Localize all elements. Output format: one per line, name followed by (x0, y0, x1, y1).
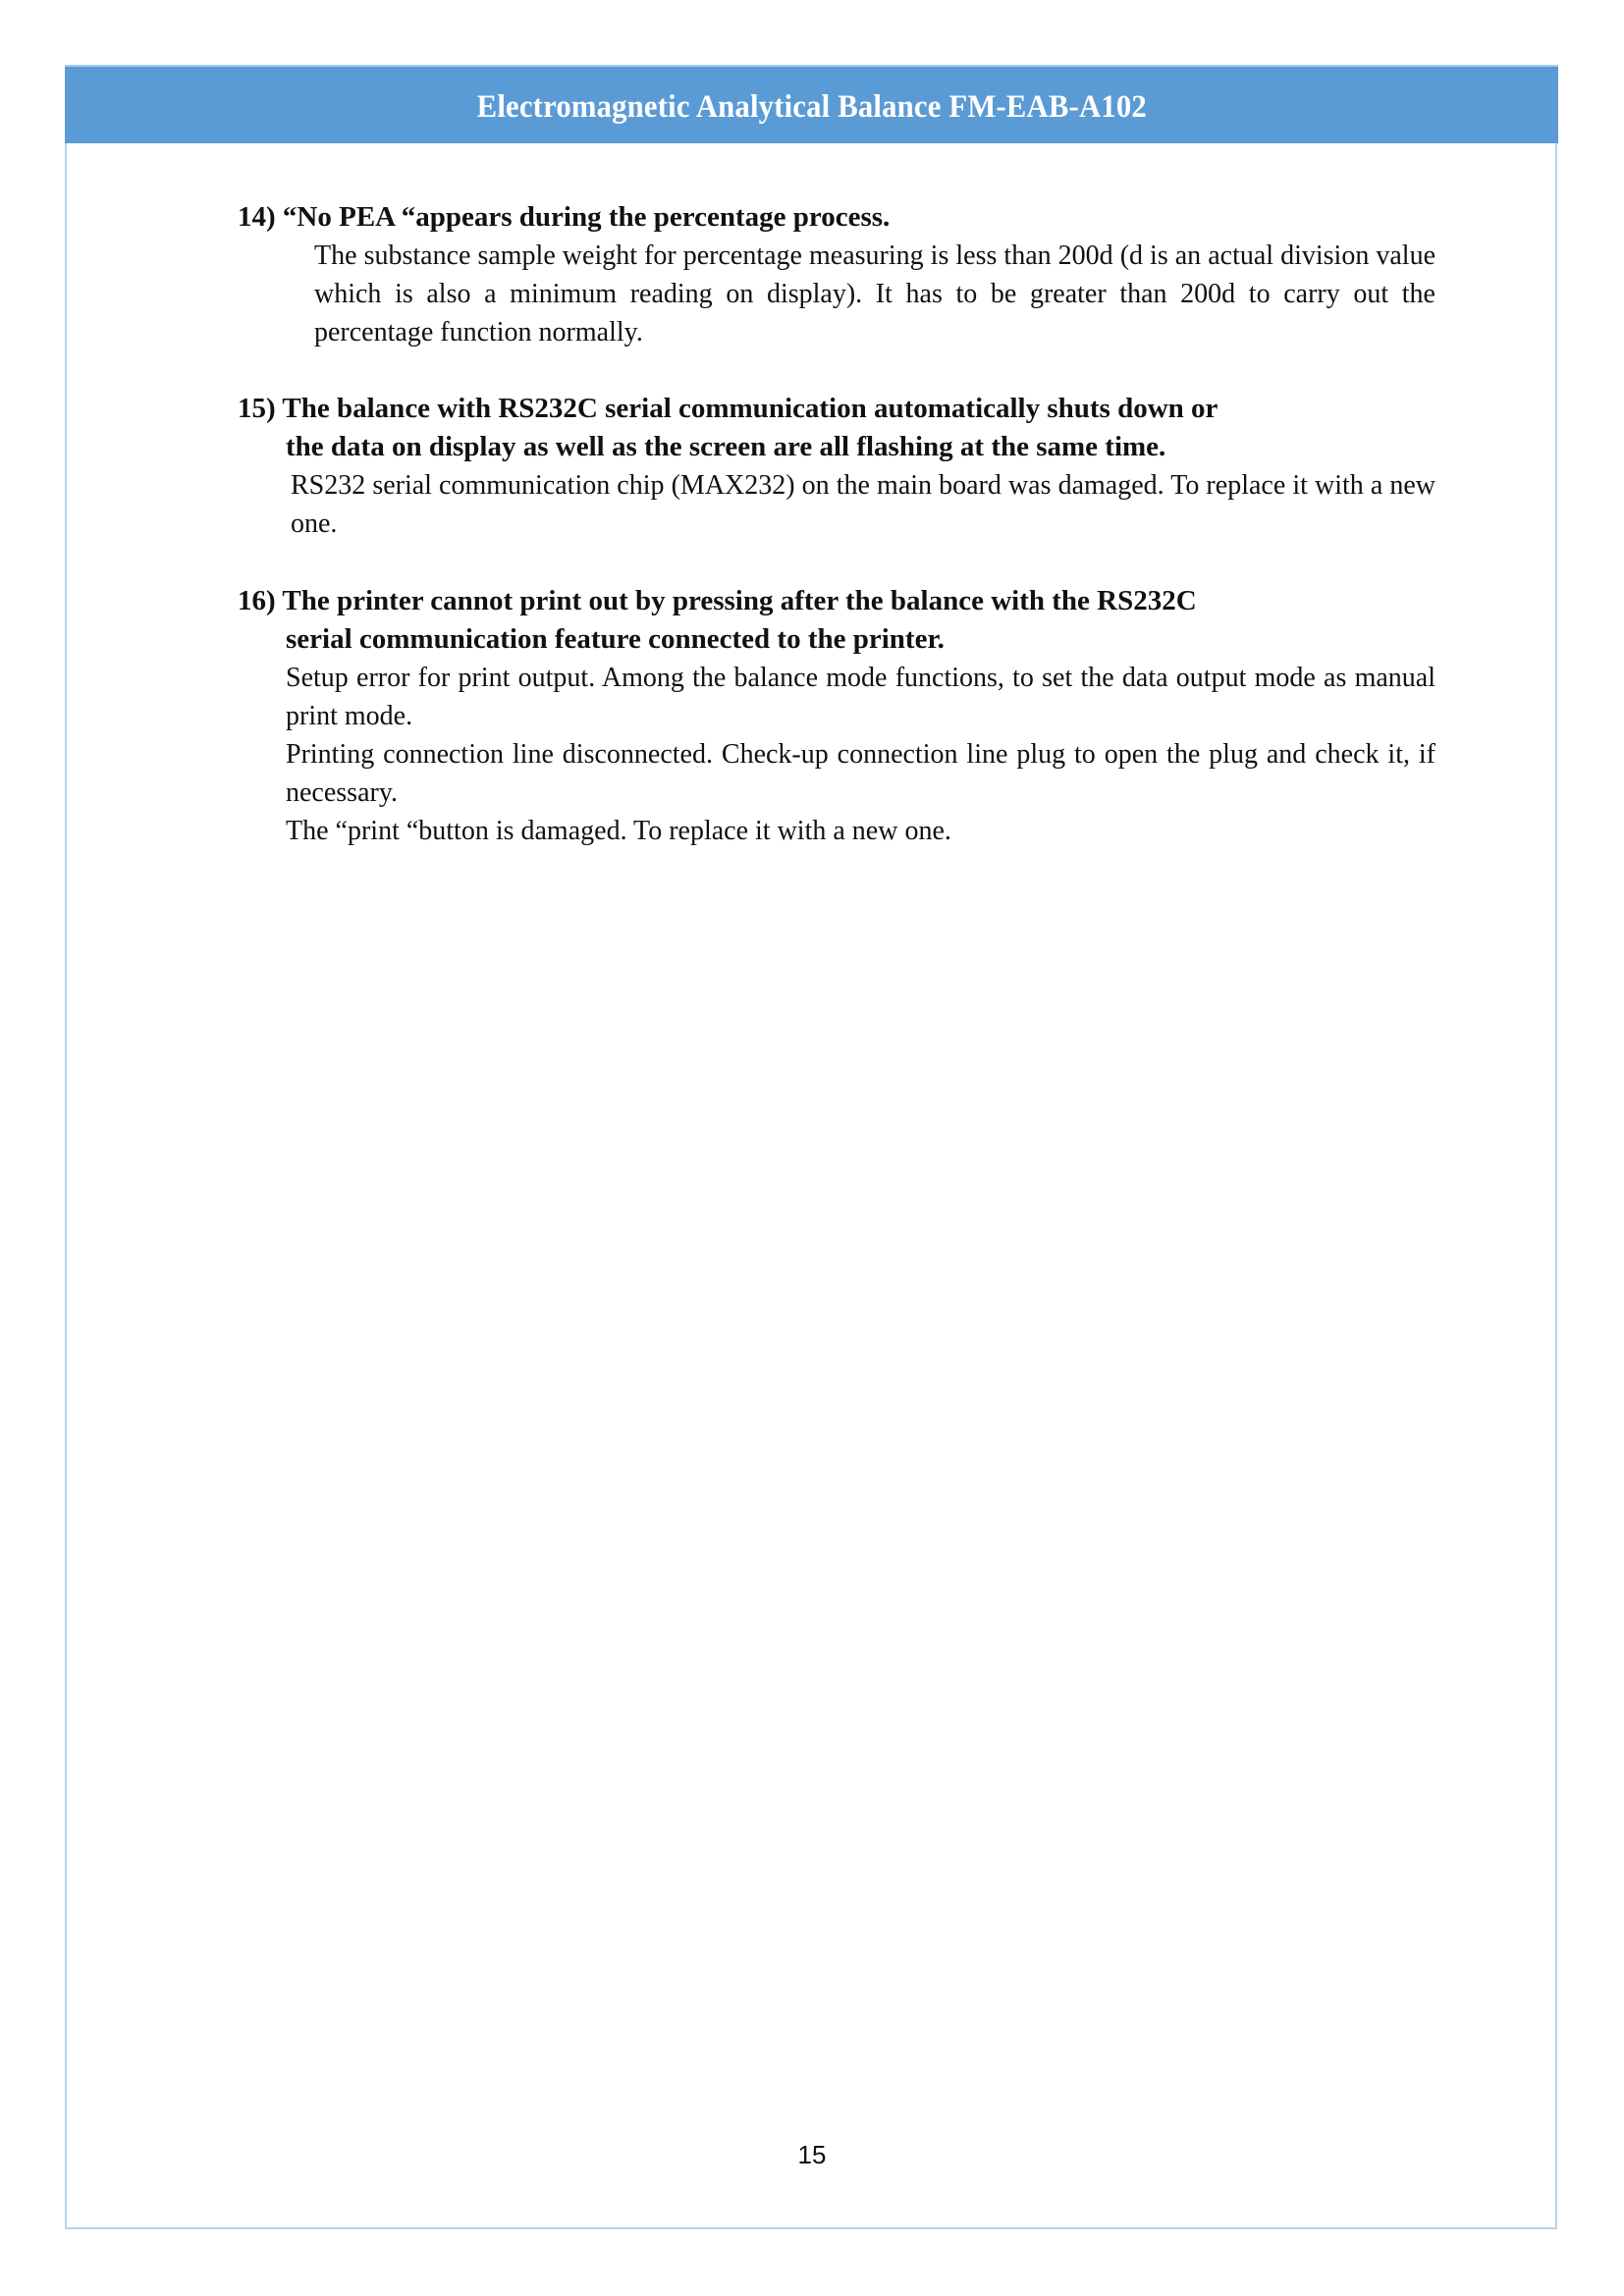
item-paragraph: The substance sample weight for percentage measuring is less than 200d (d is an actual division value which is also a minimum reading on display). It has to be greater than 200d to carry out the percentage function normally. (314, 240, 1435, 347)
item-heading (238, 198, 1435, 237)
item-number: 14) (238, 201, 276, 233)
troubleshooting-item-15 (238, 390, 1435, 543)
heading-text: The printer cannot print out by pressing after the balance with the RS232C (282, 585, 1197, 616)
heading-line-continued: the data on display as well as the screen are all flashing at the same time. (286, 431, 1166, 462)
item-number: 16) (238, 585, 276, 616)
heading-line (238, 390, 1435, 428)
item-paragraph: RS232 serial communication chip (MAX232) on the main board was damaged. To replace it with a new one. (291, 470, 1435, 539)
heading-text: The balance with RS232C serial communication automatically shuts down or (282, 393, 1218, 424)
item-heading (238, 390, 1435, 466)
item-paragraph: Printing connection line disconnected. Check-up connection line plug to open the plug and check it, if necessary. (286, 739, 1435, 808)
item-heading (238, 582, 1435, 659)
document-header (65, 65, 1558, 143)
heading-text: “No PEA “appears during the percentage process. (282, 201, 891, 233)
heading-line (238, 582, 1435, 620)
item-paragraph: The “print “button is damaged. To replace it with a new one. (286, 816, 951, 846)
page-number: 15 (797, 2140, 827, 2169)
heading-line (238, 198, 1435, 237)
item-body (238, 237, 1435, 351)
item-body (238, 466, 1435, 543)
troubleshooting-item-16 (238, 582, 1435, 850)
item-number: 15) (238, 393, 276, 424)
item-body (238, 659, 1435, 850)
heading-line-continued: serial communication feature connected to the printer. (286, 623, 945, 655)
troubleshooting-item-14 (238, 198, 1435, 351)
document-title: Electromagnetic Analytical Balance FM-EAB-A102 (476, 88, 1147, 125)
item-paragraph: Setup error for print output. Among the balance mode functions, to set the data output mode as manual print mode. (286, 663, 1435, 731)
